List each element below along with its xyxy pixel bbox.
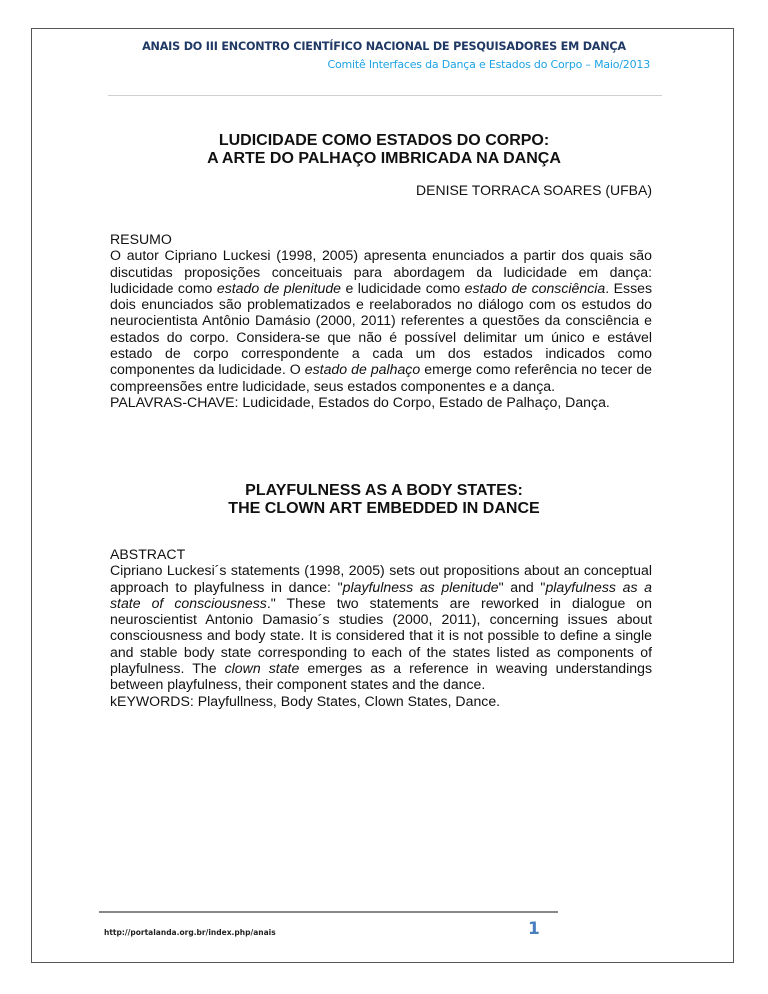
resumo-body <box>110 247 652 394</box>
abstract-heading: ABSTRACT <box>110 546 186 562</box>
abstract-text: Cipriano Luckesi´s statements (1998, 2005) sets out propositions about an conceptual approach to playfulness in dance: " <box>110 562 652 595</box>
title-en-line2: THE CLOWN ART EMBEDDED IN DANCE <box>228 500 540 517</box>
abstract-text: emerges as a reference in weaving understandings between playfulness, their component states and the dance. <box>110 660 652 693</box>
title-en-line1: PLAYFULNESS AS A BODY STATES: <box>245 482 523 499</box>
title-pt-line1: LUDICIDADE COMO ESTADOS DO CORPO: <box>218 132 550 149</box>
resumo-italic: estado de consciência <box>464 279 606 296</box>
page-number: 1 <box>528 919 540 939</box>
abstract-italic: playfulness as a state of consciousness <box>110 578 652 611</box>
abstract-italic: playfulness as plenitude <box>342 578 499 595</box>
abstract-section <box>110 546 652 709</box>
running-header-title: ANAIS DO III ENCONTRO CIENTÍFICO NACIONAL DE PESQUISADORES EM DANÇA <box>142 40 626 53</box>
abstract-text: " and " <box>498 578 546 595</box>
footer-url-link[interactable]: http://portalanda.org.br/index.php/anais <box>104 928 276 937</box>
abstract-text: ." These two statements are reworked in dialogue on neuroscientist Antonio Damasio´s studies (2000, 2011), concerning issues about consciousness and body state. It is considered that it is not possible to define a single and stable body state corresponding to each of the states listed as components of playfulness. The <box>110 594 652 677</box>
header-divider <box>108 95 662 96</box>
abstract-keywords: kEYWORDS: Playfullness, Body States, Clown States, Dance. <box>110 692 501 709</box>
resumo-text: emerge como referência no tecer de compreensões entre ludicidade, seus estados componentes e a dança. <box>110 361 652 394</box>
footer-divider <box>99 911 558 913</box>
resumo-section <box>110 231 652 410</box>
resumo-heading: RESUMO <box>110 231 172 247</box>
running-header-subtitle: Comitê Interfaces da Dança e Estados do Corpo – Maio/2013 <box>327 58 650 71</box>
author: DENISE TORRACA SOARES (UFBA) <box>416 182 652 198</box>
resumo-italic: estado de plenitude <box>216 279 342 296</box>
abstract-body <box>110 562 652 692</box>
resumo-italic: estado de palhaço <box>304 361 421 378</box>
resumo-text: O autor Cipriano Luckesi (1998, 2005) apresenta enunciados a partir dos quais são discutidas proposições conceituais para abordagem da ludicidade em dança: ludicidade como <box>110 247 652 296</box>
resumo-text: . Esses dois enunciados são problematizados e reelaborados no diálogo com os estudos do neurocientista Antônio Damásio (2000, 2011) referentes a questões da consciência e estados do corpo. Considera-se que não é possível delimitar um único e estável estado de corpo correspondente a cada um dos estados indicados como componentes da ludicidade. O <box>110 279 652 378</box>
resumo-text: e ludicidade como <box>341 279 465 296</box>
title-pt-line2: A ARTE DO PALHAÇO IMBRICADA NA DANÇA <box>207 150 561 167</box>
resumo-keywords: PALAVRAS-CHAVE: Ludicidade, Estados do Corpo, Estado de Palhaço, Dança. <box>110 393 610 410</box>
abstract-italic: clown state <box>224 660 300 677</box>
